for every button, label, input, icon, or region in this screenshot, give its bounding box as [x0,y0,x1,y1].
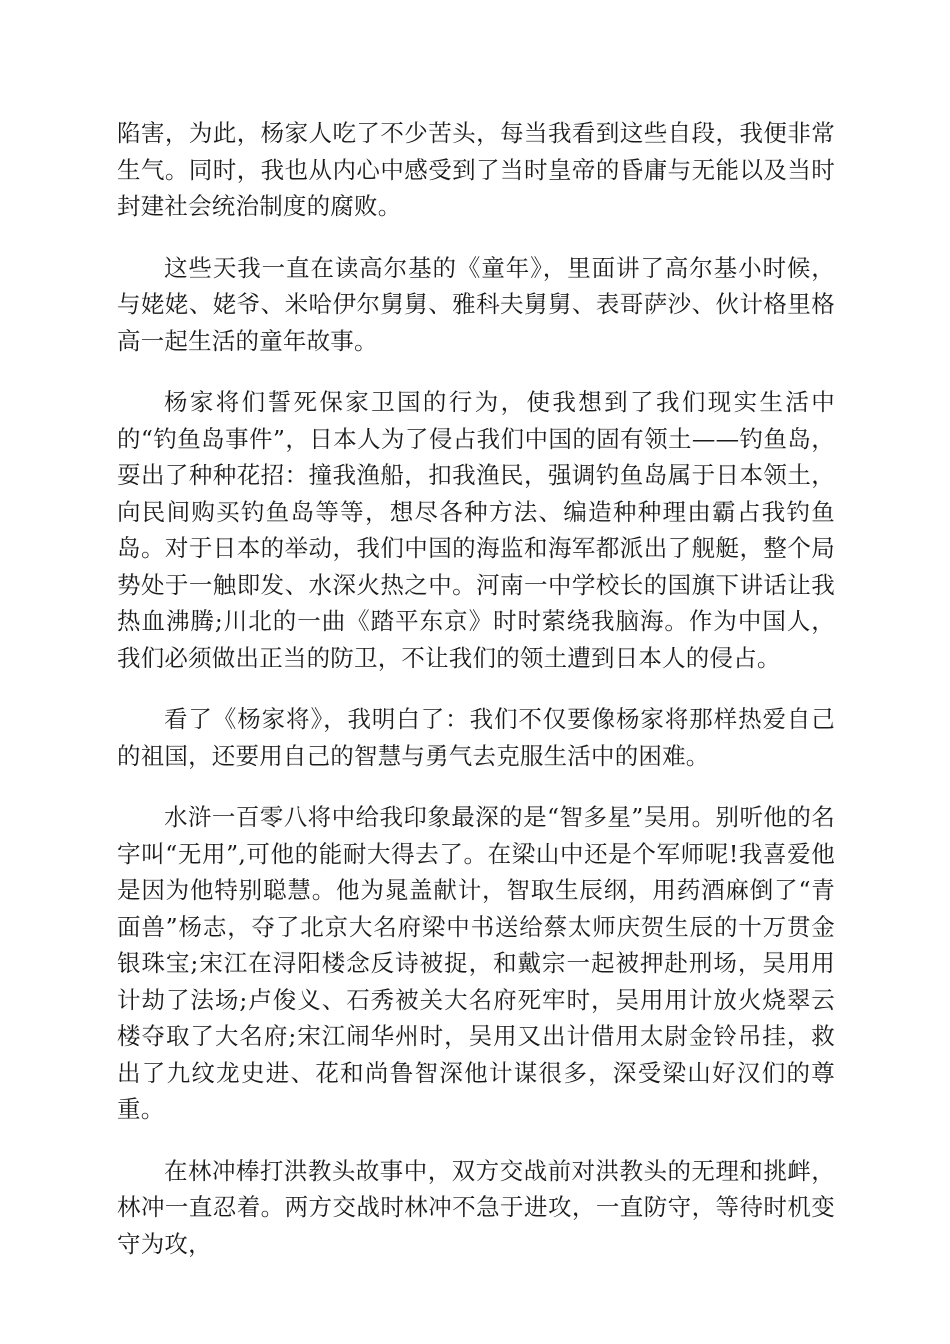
paragraph-continuation: 陷害，为此，杨家人吃了不少苦头，每当我看到这些自段，我便非常生气。同时，我也从内心中感受到了当时皇帝的昏庸与无能以及当时封建社会统治制度的腐败。 [117,119,835,220]
paragraph-wuyong: 水浒一百零八将中给我印象最深的是“智多星”吴用。别听他的名字叫“无用”,可他的能耐大得去了。在梁山中还是个军师呢!我喜爱他是因为他特别聪慧。他为晁盖献计，智取生辰纲，用药酒麻倒了“青面兽”杨志，夺了北京大名府梁中书送给蔡太师庆贺生辰的十万贯金银珠宝;宋江在浔阳楼念反诗被捉，和戴宗一起被押赴刑场，吴用用计劫了法场;卢俊义、石秀被关大名府死牢时，吴用用计放火烧翠云楼夺取了大名府;宋江闹华州时，吴用又出计借用太尉金铃吊挂，救出了九纹龙史进、花和尚鲁智深他计谋很多，深受梁山好汉们的尊重。 [117,803,835,1123]
paragraph-yangjiajiang: 看了《杨家将》，我明白了：我们不仅要像杨家将那样热爱自己的祖国，还要用自己的智慧与勇气去克服生活中的困难。 [117,705,835,770]
paragraph-diaoyudao: 杨家将们誓死保家卫国的行为，使我想到了我们现实生活中的“钓鱼岛事件”，日本人为了侵占我们中国的固有领土——钓鱼岛，耍出了种种花招：撞我渔船，扣我渔民，强调钓鱼岛属于日本领土，向民间购买钓鱼岛等等，想尽各种方法、编造种种理由霸占我钓鱼岛。对于日本的举动，我们中国的海监和海军都派出了舰艇，整个局势处于一触即发、水深火热之中。河南一中学校长的国旗下讲话让我热血沸腾;川北的一曲《踏平东京》时时萦绕我脑海。作为中国人，我们必须做出正当的防卫，不让我们的领土遭到日本人的侵占。 [117,388,835,672]
document-body [117,115,835,1287]
paragraph-linchong: 在林冲棒打洪教头故事中，双方交战前对洪教头的无理和挑衅，林冲一直忍着。两方交战时林冲不急于进攻，一直防守，等待时机变守为攻， [117,1156,835,1258]
paragraph-tongnian: 这些天我一直在读高尔基的《童年》，里面讲了高尔基小时候，与姥姥、姥爷、米哈伊尔舅舅、雅科夫舅舅、表哥萨沙、伙计格里格高一起生活的童年故事。 [117,253,835,355]
